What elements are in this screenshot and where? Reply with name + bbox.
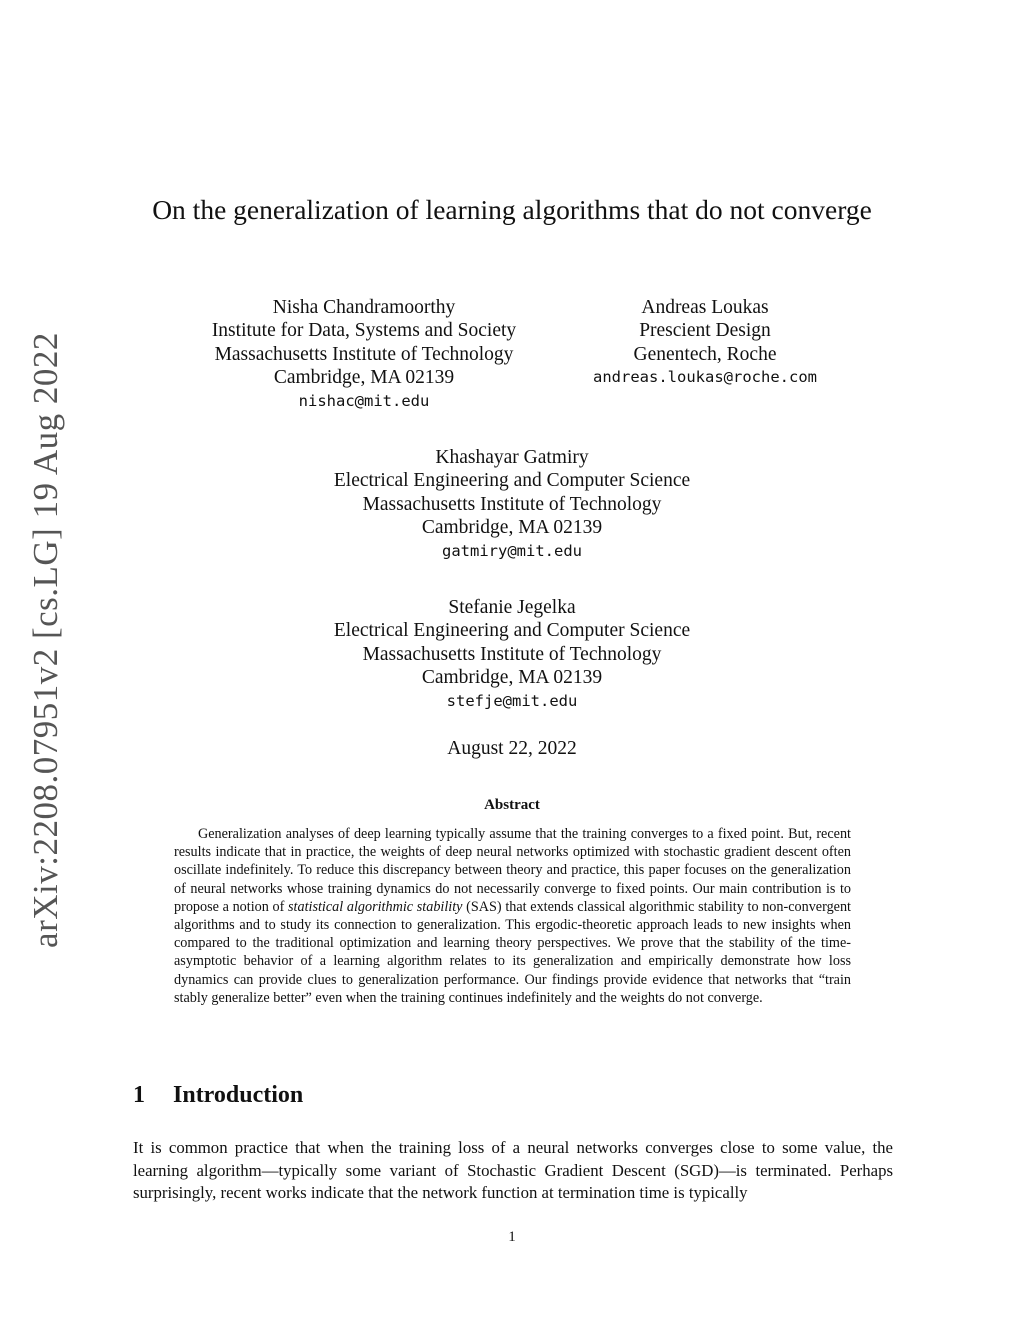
author-email: andreas.loukas@roche.com xyxy=(593,368,817,387)
abstract-emphasis: statistical algorithmic stability xyxy=(288,898,463,915)
abstract-heading: Abstract xyxy=(484,797,540,813)
abstract-text-part-1: Generalization analyses of deep learning typically assume that the training converges to a fixed point. But, recent results indicate that in practice, the weights of deep neural networks optimized with stochastic gradient descent often oscillate indefinitely. To reduce this discrepancy between theory and practice, this paper focuses on the generalization of neural networks whose training dynamics do not necessarily converge to fixed points. Our main contribution is to propose a notion of xyxy=(174,826,851,915)
author-block-4 xyxy=(262,596,762,713)
author-affiliation: Massachusetts Institute of Technology xyxy=(214,343,514,365)
section-title: Introduction xyxy=(173,1082,304,1108)
author-affiliation: Massachusetts Institute of Technology xyxy=(362,643,662,665)
author-affiliation: Institute for Data, Systems and Society xyxy=(211,320,517,342)
author-affiliation: Genentech, Roche xyxy=(633,343,777,365)
abstract-text-part-2: (SAS) that extends classical algorithmic stability to non-convergent algorithms and to study its connection to generalization. This ergodic-theoretic approach leads to new insights when compared to the traditional optimization and learning theory perspectives. We prove that the stability of the time-asymptotic behavior of a learning algorithm relates to its generalization and empirically demonstrate how loss dynamics can provide clues to generalization performance. Our findings provide evidence that networks that “train stably generalize better” even when the training continues indefinitely and the weights do not converge. xyxy=(174,898,851,1006)
arxiv-identifier-stamp xyxy=(26,332,66,948)
author-block-2 xyxy=(555,296,855,390)
author-email: stefje@mit.edu xyxy=(446,691,578,710)
author-block-1 xyxy=(154,296,574,413)
publication-date: August 22, 2022 xyxy=(447,738,577,759)
section-number: 1 xyxy=(133,1082,145,1108)
author-name: Nisha Chandramoorthy xyxy=(272,297,456,318)
paper-title: On the generalization of learning algorithms that do not converge xyxy=(152,194,872,225)
page-number: 1 xyxy=(508,1229,516,1245)
author-name: Khashayar Gatmiry xyxy=(435,447,589,468)
author-affiliation: Massachusetts Institute of Technology xyxy=(362,493,662,515)
introduction-paragraph: It is common practice that when the training loss of a neural networks converges close to some value, the learning algorithm—typically some variant of Stochastic Gradient Descent (SGD)—is terminated. Perhaps surprisingly, recent works indicate that the network function at termination time is typically xyxy=(133,1138,893,1202)
author-affiliation: Cambridge, MA 02139 xyxy=(273,367,455,389)
author-affiliation: Electrical Engineering and Computer Science xyxy=(333,470,691,492)
author-affiliation: Cambridge, MA 02139 xyxy=(421,517,603,539)
author-affiliation: Electrical Engineering and Computer Science xyxy=(333,620,691,642)
section-heading-introduction xyxy=(133,1082,303,1109)
author-name: Andreas Loukas xyxy=(641,297,769,318)
arxiv-identifier-text: arXiv:2208.07951v2 [cs.LG] 19 Aug 2022 xyxy=(26,332,66,948)
author-name: Stefanie Jegelka xyxy=(448,597,576,618)
author-block-3 xyxy=(262,446,762,563)
author-affiliation: Prescient Design xyxy=(639,320,771,342)
author-email: gatmiry@mit.edu xyxy=(442,541,582,560)
abstract-text xyxy=(174,825,851,1007)
author-affiliation: Cambridge, MA 02139 xyxy=(421,667,603,689)
author-email: nishac@mit.edu xyxy=(298,391,430,410)
